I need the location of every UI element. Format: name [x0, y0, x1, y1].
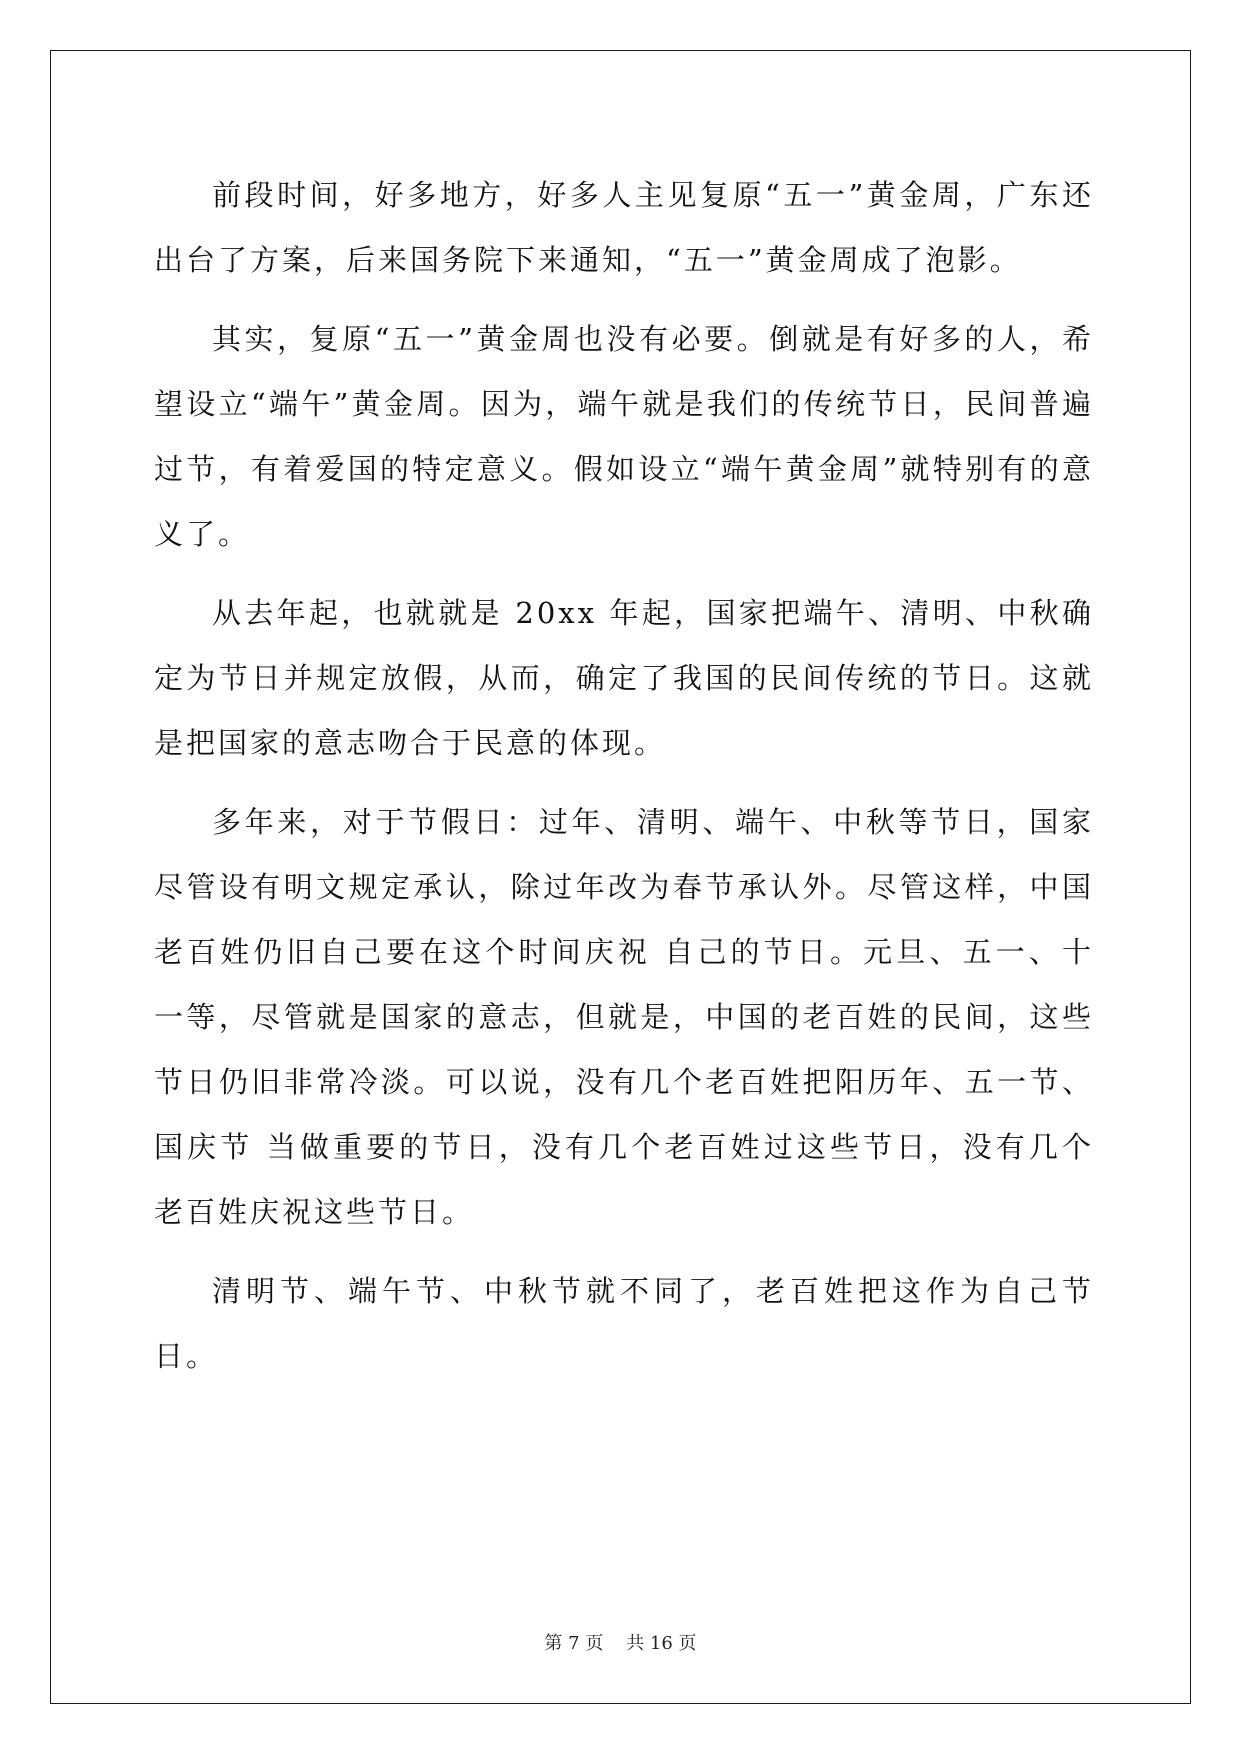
paragraph-5: 清明节、端午节、中秋节就不同了，老百姓把这作为自己节日。: [154, 1274, 1094, 1373]
page-number-footer: 第 7 页 共 16 页: [544, 1633, 697, 1654]
paragraph-2: 其实，复原“五一”黄金周也没有必要。倒就是有好多的人，希望设立“端午”黄金周。因为，端午就是我们的传统节日，民间普遍过节，有着爱国的特定意义。假如设立“端午黄金周”就特别有的意义了。: [154, 322, 1094, 551]
paragraph-4: 多年来，对于节假日：过年、清明、端午、中秋等节日，国家尽管设有明文规定承认，除过年改为春节承认外。尽管这样，中国老百姓仍旧自己要在这个时间庆祝 自己的节日。元旦、五一、十一等，尽管就是国家的意志，但就是，中国的老百姓的民间，这些节日仍旧非常冷淡。可以说，没有几个老百姓把阳历年、五一节、国庆节 当做重要的节日，没有几个老百姓过这些节日，没有几个老百姓庆祝这些节日。: [154, 805, 1094, 1229]
paragraph-1: 前段时间，好多地方，好多人主见复原“五一”黄金周，广东还出台了方案，后来国务院下来通知，“五一”黄金周成了泡影。: [154, 178, 1094, 277]
document-body: [154, 163, 1094, 1403]
paragraph-3: 从去年起，也就就是 20xx 年起，国家把端午、清明、中秋确定为节日并规定放假，从而，确定了我国的民间传统的节日。这就是把国家的意志吻合于民意的体现。: [154, 596, 1094, 760]
